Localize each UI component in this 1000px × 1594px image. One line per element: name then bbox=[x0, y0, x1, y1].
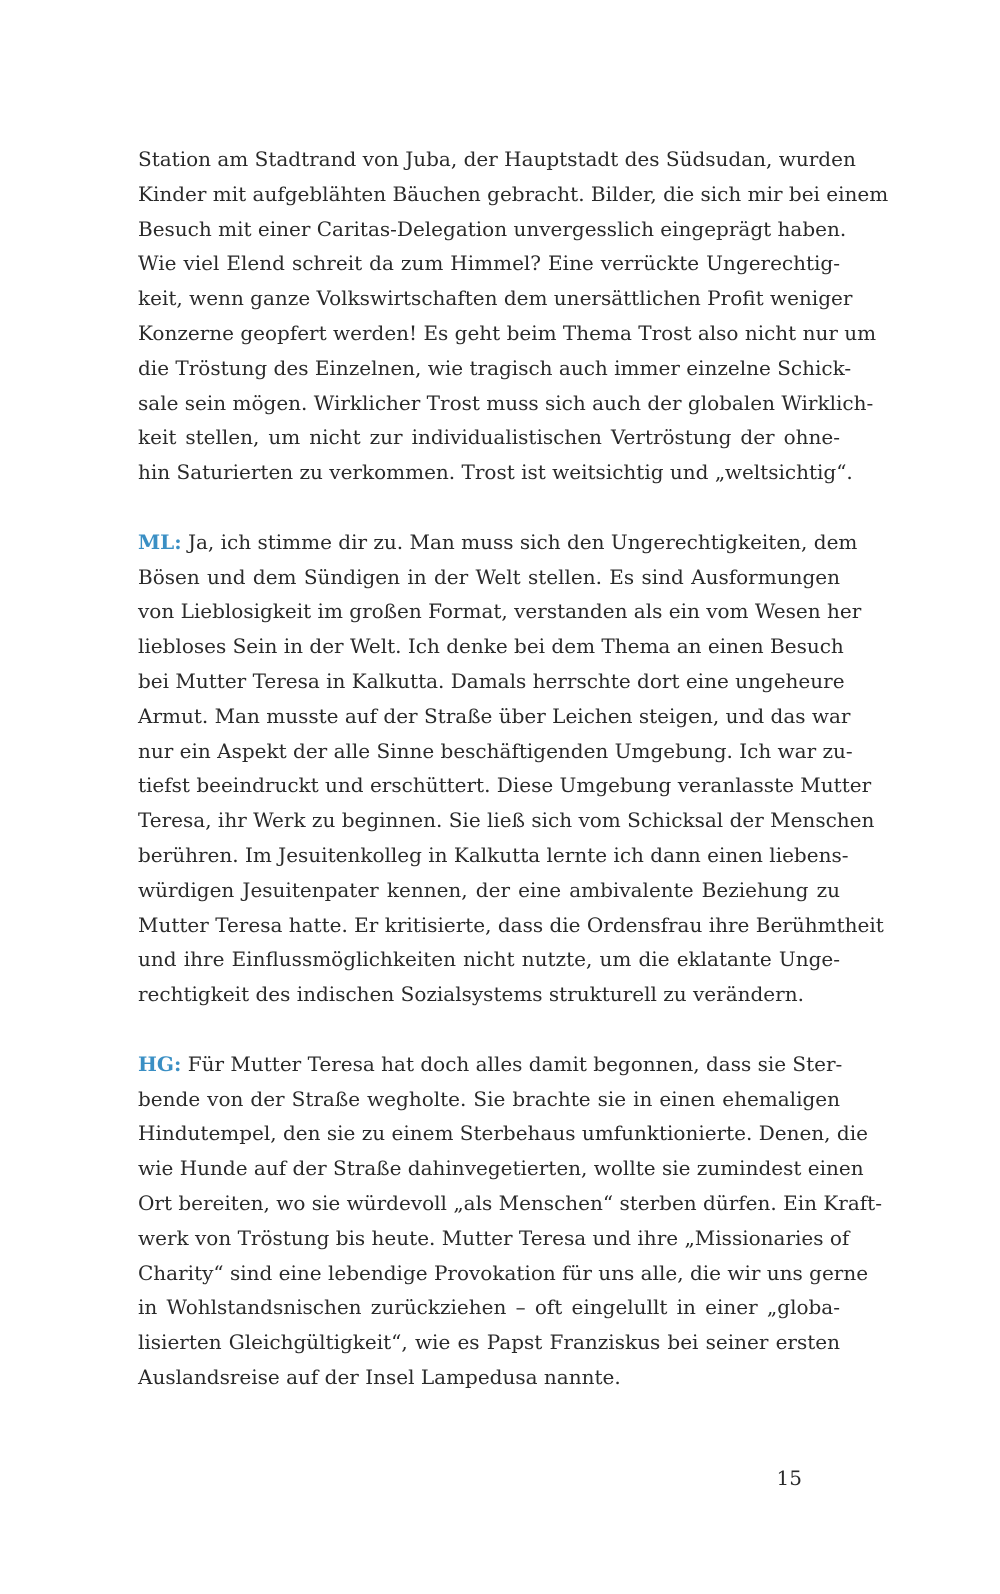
line-text: Besuch mit einer Caritas-Delegation unvergesslich eingeprägt haben. bbox=[138, 216, 847, 241]
line-text: würdigen Jesuitenpater kennen, der eine ambivalente Beziehung zu bbox=[138, 877, 840, 902]
text-line bbox=[138, 629, 844, 664]
line-text: von Lieblosigkeit im großen Format, verstanden als ein vom Wesen her bbox=[138, 599, 862, 624]
text-line bbox=[138, 420, 840, 455]
line-text: keit stellen, um nicht zur individualistischen Vertröstung der ohne- bbox=[138, 425, 840, 450]
line-text: Charity“ sind eine lebendige Provokation für uns alle, die wir uns gerne bbox=[138, 1260, 869, 1285]
text-line bbox=[138, 1290, 840, 1325]
line-text: nur ein Aspekt der alle Sinne beschäftigenden Umgebung. Ich war zu- bbox=[138, 738, 853, 763]
text-line bbox=[138, 525, 858, 560]
text-line bbox=[138, 664, 845, 699]
speaker-label: HG: bbox=[138, 1051, 182, 1076]
page-number: 15 bbox=[776, 1466, 802, 1490]
text-line bbox=[138, 1151, 864, 1186]
line-text: Armut. Man musste auf der Straße über Leichen steigen, und das war bbox=[138, 703, 851, 728]
text-line bbox=[138, 699, 851, 734]
text-line bbox=[138, 908, 884, 943]
line-text: Hindutempel, den sie zu einem Sterbehaus umfunktionierte. Denen, die bbox=[138, 1121, 868, 1146]
paragraph bbox=[138, 142, 889, 490]
text-line bbox=[138, 838, 849, 873]
text-line bbox=[138, 386, 874, 421]
text-line bbox=[138, 734, 853, 769]
line-text: Bösen und dem Sündigen in der Welt stellen. Es sind Ausformungen bbox=[138, 564, 840, 589]
text-line bbox=[138, 316, 877, 351]
text-line bbox=[138, 351, 852, 386]
line-text: rechtigkeit des indischen Sozialsystems strukturell zu verändern. bbox=[138, 982, 804, 1007]
paragraph bbox=[138, 525, 884, 1012]
text-line bbox=[138, 1256, 869, 1291]
text-line bbox=[138, 768, 872, 803]
text-line bbox=[138, 212, 847, 247]
line-text: Teresa, ihr Werk zu beginnen. Sie ließ sich vom Schicksal der Menschen bbox=[138, 808, 875, 833]
line-text: liebloses Sein in der Welt. Ich denke bei dem Thema an einen Besuch bbox=[138, 634, 844, 659]
text-line bbox=[138, 1325, 840, 1360]
line-text: keit, wenn ganze Volkswirtschaften dem unersättlichen Profit weniger bbox=[138, 286, 853, 311]
line-text: Mutter Teresa hatte. Er kritisierte, dass die Ordensfrau ihre Berühmtheit bbox=[138, 912, 884, 937]
line-text: Konzerne geopfert werden! Es geht beim Thema Trost also nicht nur um bbox=[138, 320, 877, 345]
body-text bbox=[138, 142, 889, 1395]
line-text: lisierten Gleichgültigkeit“, wie es Papst Franziskus bei seiner ersten bbox=[138, 1330, 840, 1355]
line-text: Kinder mit aufgeblähten Bäuchen gebracht. Bilder, die sich mir bei einem bbox=[138, 181, 889, 206]
line-text: Auslandsreise auf der Insel Lampedusa nannte. bbox=[138, 1364, 621, 1389]
speaker-label: ML: bbox=[138, 529, 182, 554]
line-text: hin Saturierten zu verkommen. Trost ist weitsichtig und „weltsichtig“. bbox=[138, 460, 853, 485]
text-line bbox=[138, 1116, 868, 1151]
line-text: Wie viel Elend schreit da zum Himmel? Eine verrückte Ungerechtig- bbox=[138, 251, 840, 276]
text-line bbox=[138, 803, 875, 838]
line-text: in Wohlstandsnischen zurückziehen – oft eingelullt in einer „globa- bbox=[138, 1295, 840, 1320]
text-line bbox=[138, 1360, 840, 1395]
text-line bbox=[138, 560, 840, 595]
text-line bbox=[138, 942, 840, 977]
text-line bbox=[138, 455, 853, 490]
line-text: wie Hunde auf der Straße dahinvegetierten, wollte sie zumindest einen bbox=[138, 1156, 864, 1181]
text-line bbox=[138, 1221, 850, 1256]
line-text: Ja, ich stimme dir zu. Man muss sich den Ungerechtigkeiten, dem bbox=[187, 529, 858, 554]
paragraph bbox=[138, 1047, 882, 1395]
line-text: tiefst beeindruckt und erschüttert. Diese Umgebung veranlasste Mutter bbox=[138, 773, 872, 798]
text-line bbox=[138, 142, 856, 177]
line-text: Station am Stadtrand von Juba, der Hauptstadt des Südsudan, wurden bbox=[138, 147, 856, 171]
line-text: sale sein mögen. Wirklicher Trost muss sich auch der globalen Wirklich- bbox=[138, 390, 874, 415]
line-text: bei Mutter Teresa in Kalkutta. Damals herrschte dort eine ungeheure bbox=[138, 668, 845, 693]
line-text: Für Mutter Teresa hat doch alles damit begonnen, dass sie Ster- bbox=[187, 1051, 843, 1076]
line-text: berühren. Im Jesuitenkolleg in Kalkutta lernte ich dann einen liebens- bbox=[138, 842, 849, 867]
line-text: werk von Tröstung bis heute. Mutter Teresa und ihre „Missionaries of bbox=[138, 1225, 850, 1250]
line-text: Ort bereiten, wo sie würdevoll „als Menschen“ sterben dürfen. Ein Kraft- bbox=[138, 1190, 882, 1215]
text-line bbox=[138, 594, 862, 629]
text-line bbox=[138, 177, 889, 212]
text-line bbox=[138, 1186, 882, 1221]
text-line bbox=[138, 281, 853, 316]
line-text: die Tröstung des Einzelnen, wie tragisch auch immer einzelne Schick- bbox=[138, 355, 852, 380]
text-line bbox=[138, 1047, 843, 1082]
line-text: bende von der Straße wegholte. Sie brachte sie in einen ehemaligen bbox=[138, 1086, 840, 1111]
line-text: und ihre Einflussmöglichkeiten nicht nutzte, um die eklatante Unge- bbox=[138, 947, 840, 972]
text-line bbox=[138, 246, 840, 281]
text-line bbox=[138, 1082, 840, 1117]
text-line bbox=[138, 977, 840, 1012]
text-line bbox=[138, 873, 840, 908]
